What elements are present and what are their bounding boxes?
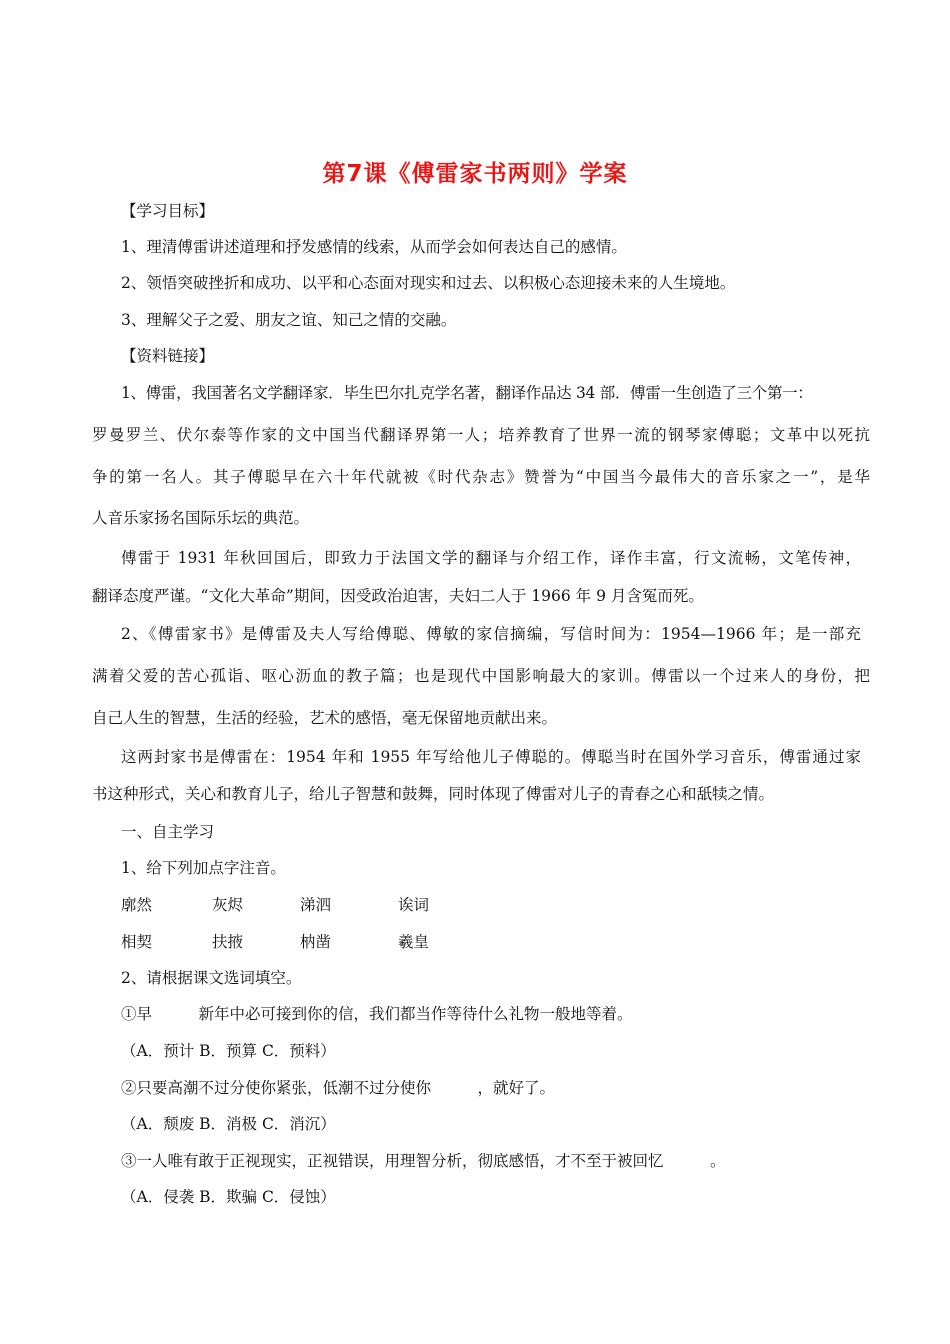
pinyin-word: 灰烬 (212, 896, 244, 914)
paragraph-line: 自己人生的智慧，生活的经验，艺术的感悟，毫无保留地贡献出来。 (92, 709, 558, 727)
goal-item-1: 1、理清傅雷讲述道理和抒发感情的线索，从而学会如何表达自己的感情。 (121, 238, 627, 256)
paragraph-line: 2、《傅雷家书》是傅雷及夫人写给傅聪、傅敏的家信摘编，写信时间为：1954—1966 年；是一部充 (121, 625, 861, 643)
pinyin-word: 羲皇 (398, 933, 430, 951)
question-1: 1、给下列加点字注音。 (121, 859, 286, 877)
paragraph-line: 翻译态度严谨。“文化大革命”期间，因受政治迫害，夫妇二人于 1966 年 9 月含冤而死。 (92, 587, 704, 605)
pinyin-word: 诶词 (398, 896, 430, 914)
fill-options-1: （A．预计 B．预算 C．预料） (121, 1042, 336, 1060)
fill-blank-1: ①早 新年中必可接到你的信，我们都当作等待什么礼物一般地等着。 (121, 1005, 633, 1023)
paragraph-line: 满着父爱的苦心孤诣、呕心沥血的教子篇；也是现代中国影响最大的家训。傅雷以一个过来人的身份，把 (92, 667, 870, 685)
fill-options-2: （A．颓废 B．消极 C．消沉） (121, 1115, 336, 1133)
paragraph-line: 书这种形式，关心和教育儿子，给儿子智慧和鼓舞，同时体现了傅雷对儿子的青春之心和舐犊之情。 (92, 785, 775, 803)
pinyin-word: 廓然 (121, 896, 153, 914)
goals-heading: 【学习目标】 (121, 202, 215, 220)
question-2: 2、请根据课文选词填空。 (121, 969, 302, 987)
section-heading: 一、自主学习 (121, 823, 215, 841)
paragraph-line: 争的第一名人。其子傅聪早在六十年代就被《时代杂志》赞誉为“中国当今最伟大的音乐家之一”，是华 (92, 468, 870, 486)
pinyin-word: 相契 (121, 933, 153, 951)
paragraph-line: 这两封家书是傅雷在：1954 年和 1955 年写给他儿子傅聪的。傅聪当时在国外学习音乐，傅雷通过家 (121, 748, 861, 766)
paragraph-line: 傅雷于 1931 年秋回国后，即致力于法国文学的翻译与介绍工作，译作丰富，行文流畅，文笔传神， (121, 549, 861, 567)
paragraph-line: 1、傅雷，我国著名文学翻译家．毕生巴尔扎克学名著，翻译作品达 34 部．傅雷一生创造了三个第一： (121, 384, 813, 402)
fill-blank-2: ②只要高潮不过分使你紧张，低潮不过分使你 ，就好了。 (121, 1079, 556, 1097)
pinyin-word: 扶掖 (212, 933, 244, 951)
paragraph-line: 人音乐家扬名国际乐坛的典范。 (92, 509, 310, 527)
fill-blank-3: ③一人唯有敢于正视现实，正视错误，用理智分析，彻底感悟，才不至于被回忆 。 (121, 1152, 726, 1170)
paragraph-line: 罗曼罗兰、伏尔泰等作家的文中国当代翻译界第一人；培养教育了世界一流的钢琴家傅聪；文革中以死抗 (92, 426, 870, 444)
page-title: 第7课《傅雷家书两则》学案 (322, 161, 628, 187)
fill-options-3: （A．侵袭 B．欺骗 C．侵蚀） (121, 1188, 336, 1206)
links-heading: 【资料链接】 (121, 347, 215, 365)
goal-item-2: 2、领悟突破挫折和成功、以平和心态面对现实和过去、以积极心态迎接未来的人生境地。 (121, 274, 736, 292)
pinyin-word: 涕泗 (300, 896, 332, 914)
pinyin-word: 枘凿 (300, 933, 332, 951)
goal-item-3: 3、理解父子之爱、朋友之谊、知己之情的交融。 (121, 311, 457, 329)
